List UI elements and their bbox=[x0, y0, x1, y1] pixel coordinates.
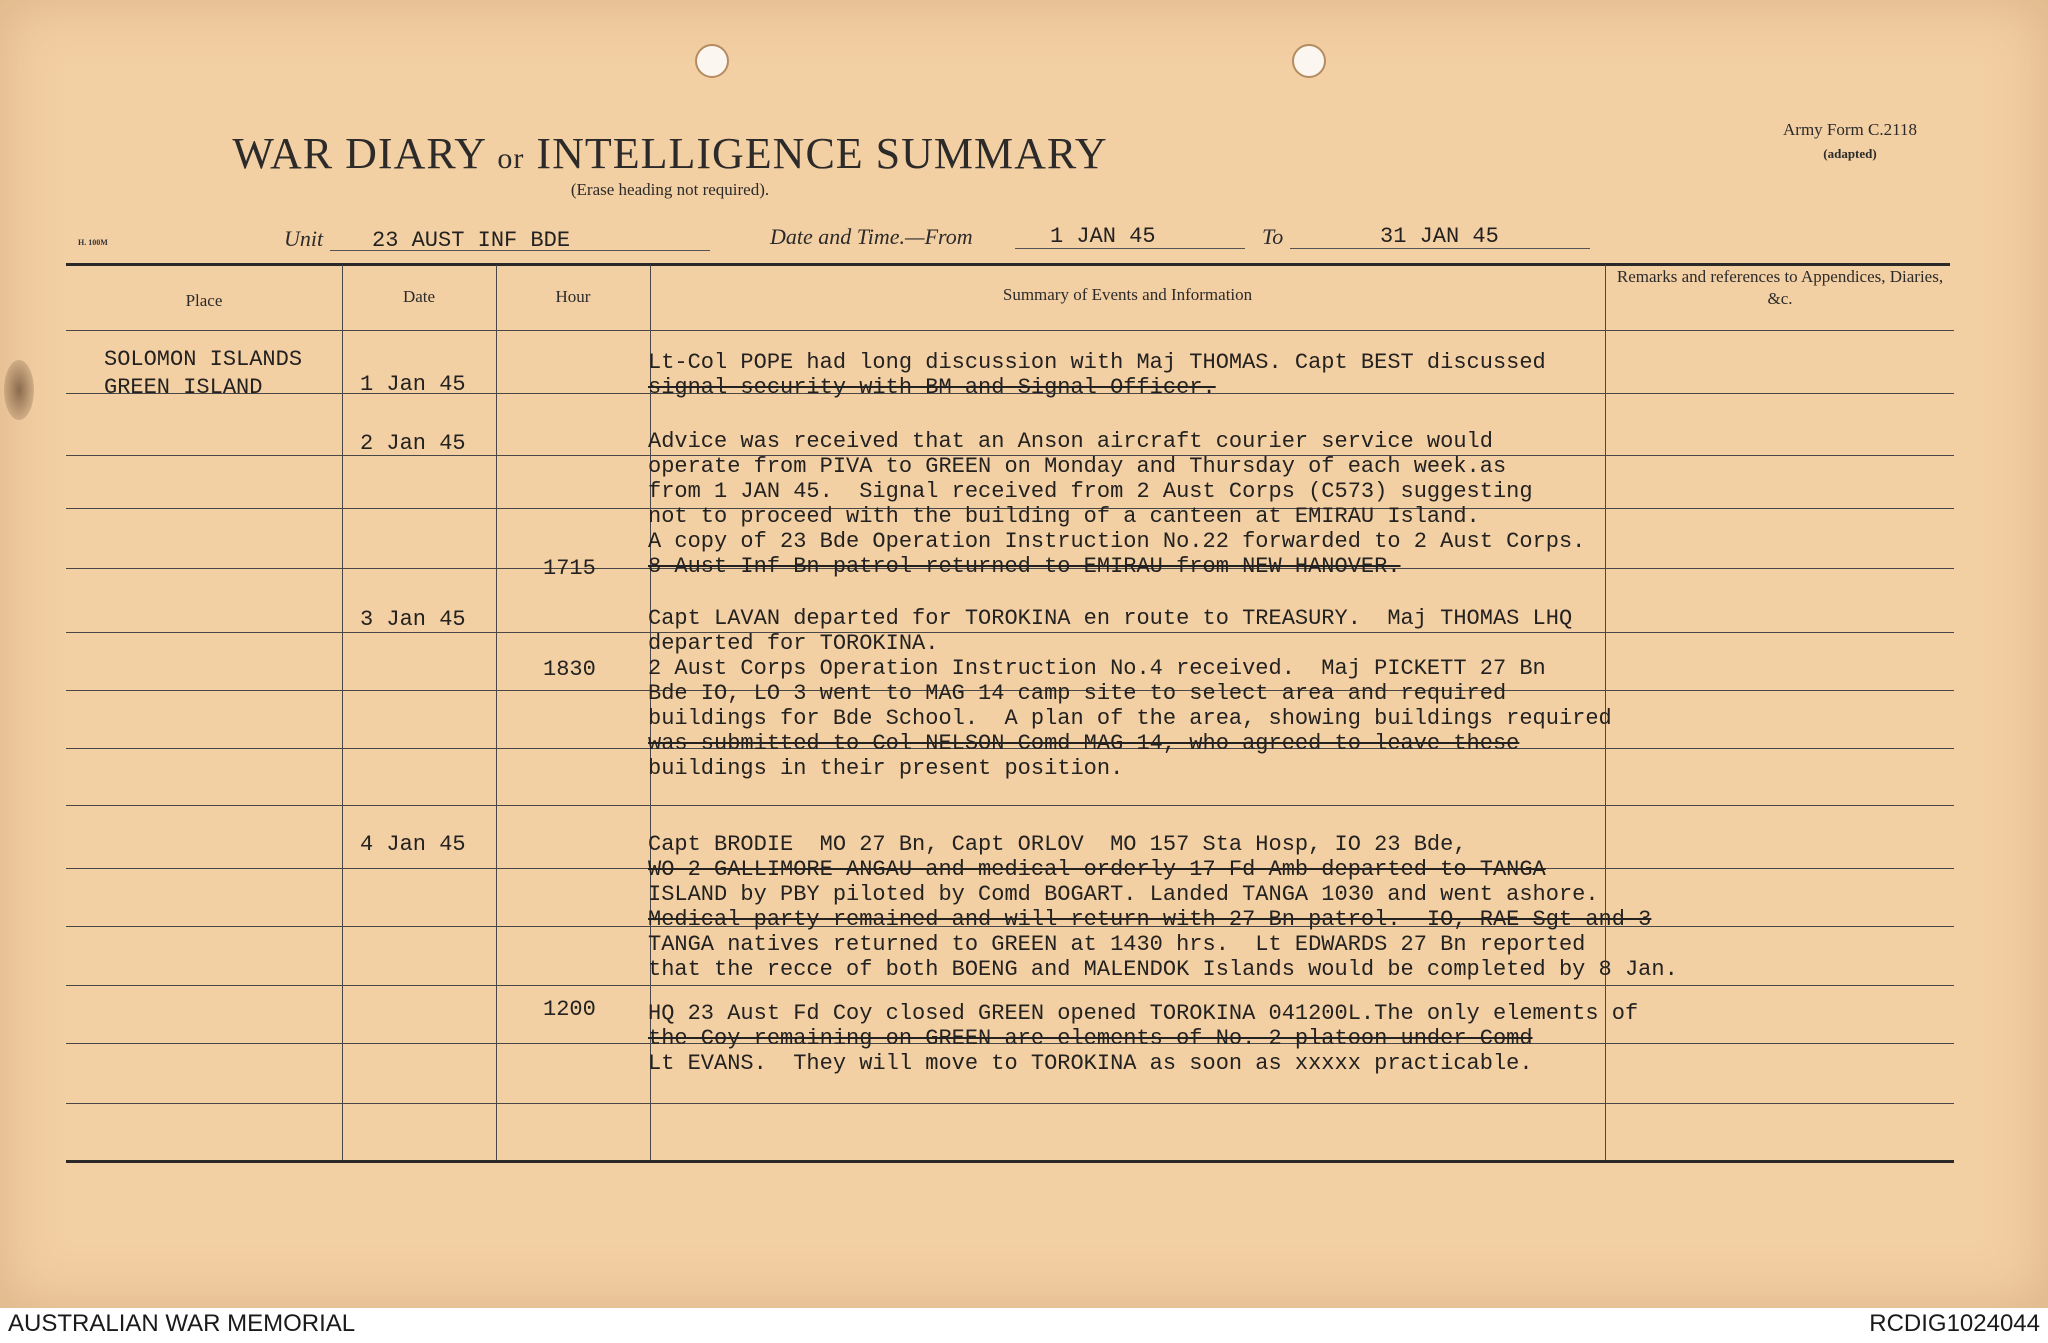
date-cell: 1 Jan 45 bbox=[360, 372, 466, 397]
entry-line: Advice was received that an Anson aircraft courier service would bbox=[648, 429, 1493, 454]
date-to-label: To bbox=[1262, 224, 1284, 249]
paper-stain bbox=[4, 360, 34, 420]
entry-line: HQ 23 Aust Fd Coy closed GREEN opened TOROKINA 041200L.The only elements of bbox=[648, 1001, 1639, 1026]
punch-hole-left bbox=[695, 44, 729, 78]
table-rule bbox=[66, 1103, 1954, 1104]
entry-line: was submitted to Col NELSON Comd MAG 14, who agreed to leave these bbox=[648, 731, 1520, 756]
table-rule bbox=[66, 985, 1954, 986]
column-header-place: Place bbox=[185, 291, 223, 310]
entry-line: 8 Aust Inf Bn patrol returned to EMIRAU from NEW HANOVER. bbox=[648, 554, 1401, 579]
footer-credit: AUSTRALIAN WAR MEMORIAL bbox=[8, 1310, 356, 1337]
entry-line: buildings in their present position. bbox=[648, 756, 1124, 781]
hour-cell: 1715 bbox=[543, 556, 596, 581]
date-cell: 4 Jan 45 bbox=[360, 832, 466, 857]
table-rule bbox=[66, 632, 1954, 633]
entry-line: Capt BRODIE MO 27 Bn, Capt ORLOV MO 157 Sta Hosp, IO 23 Bde, bbox=[648, 832, 1467, 857]
entry-line: from 1 JAN 45. Signal received from 2 Aust Corps (C573) suggesting bbox=[648, 479, 1533, 504]
title-or: or bbox=[497, 142, 525, 175]
entry-line: the Coy remaining on GREEN are elements of No. 2 platoon under Comd bbox=[648, 1026, 1533, 1051]
entry-line: departed for TOROKINA. bbox=[648, 631, 939, 656]
entry-line: not to proceed with the building of a canteen at EMIRAU Island. bbox=[648, 504, 1480, 529]
column-header-summary: Summary of Events and Information bbox=[1002, 285, 1253, 304]
army-form-note: (adapted) bbox=[1823, 146, 1877, 161]
form-code: H. 100M bbox=[78, 238, 108, 247]
column-header-remarks: Remarks and references to Appendices, Diaries, &c. bbox=[1616, 267, 1944, 308]
date-cell: 3 Jan 45 bbox=[360, 607, 466, 632]
punch-hole-right bbox=[1292, 44, 1326, 78]
entry-line: Lt EVANS. They will move to TOROKINA as soon as xxxxx practicable. bbox=[648, 1051, 1533, 1076]
place-line: SOLOMON ISLANDS bbox=[104, 347, 303, 372]
entry-line: Capt LAVAN departed for TOROKINA en route to TREASURY. Maj THOMAS LHQ bbox=[648, 606, 1573, 631]
entry-line: buildings for Bde School. A plan of the area, showing buildings required bbox=[648, 706, 1612, 731]
unit-value: 23 AUST INF BDE bbox=[372, 228, 571, 253]
table-bottom-rule bbox=[66, 1160, 1954, 1163]
title-war-diary: WAR DIARY bbox=[232, 129, 486, 178]
column-header-date: Date bbox=[402, 287, 436, 306]
hour-cell: 1830 bbox=[543, 657, 596, 682]
army-form-label bbox=[1755, 118, 1945, 166]
table-rule bbox=[66, 805, 1954, 806]
date-cell: 2 Jan 45 bbox=[360, 431, 466, 456]
column-divider-date bbox=[496, 265, 497, 1160]
army-form-number: Army Form C.2118 bbox=[1783, 120, 1917, 139]
entry-line: A copy of 23 Bde Operation Instruction No.22 forwarded to 2 Aust Corps. bbox=[648, 529, 1586, 554]
date-from-label: Date and Time.—From bbox=[770, 224, 973, 249]
entry-line: TANGA natives returned to GREEN at 1430 hrs. Lt EDWARDS 27 Bn reported bbox=[648, 932, 1586, 957]
entry-line: Medical party remained and will return with 27 Bn patrol. IO, RAE Sgt and 3 bbox=[648, 907, 1652, 932]
entry-line: operate from PIVA to GREEN on Monday and Thursday of each week.as bbox=[648, 454, 1507, 479]
title-intelligence-summary: INTELLIGENCE SUMMARY bbox=[536, 129, 1108, 178]
place-line: GREEN ISLAND bbox=[104, 375, 263, 400]
subtitle: (Erase heading not required). bbox=[570, 180, 770, 199]
entry-line: 2 Aust Corps Operation Instruction No.4 received. Maj PICKETT 27 Bn bbox=[648, 656, 1546, 681]
entry-line: signal security with BM and Signal Officer. bbox=[648, 375, 1216, 400]
column-header-hour: Hour bbox=[555, 287, 591, 306]
entry-line: ISLAND by PBY piloted by Comd BOGART. Landed TANGA 1030 and went ashore. bbox=[648, 882, 1599, 907]
page-title bbox=[0, 128, 1340, 179]
entry-line: Bde IO, LO 3 went to MAG 14 camp site to select area and required bbox=[648, 681, 1507, 706]
footer-reference: RCDIG1024044 bbox=[1869, 1310, 2040, 1337]
date-to-value: 31 JAN 45 bbox=[1380, 224, 1499, 249]
entry-line: that the recce of both BOENG and MALENDOK Islands would be completed by 8 Jan. bbox=[648, 957, 1678, 982]
entry-line: Lt-Col POPE had long discussion with Maj THOMAS. Capt BEST discussed bbox=[648, 350, 1546, 375]
unit-label: Unit bbox=[284, 226, 324, 251]
date-from-value: 1 JAN 45 bbox=[1050, 224, 1156, 249]
table-header-rule bbox=[66, 330, 1954, 331]
column-divider-place bbox=[342, 265, 343, 1160]
hour-cell: 1200 bbox=[543, 997, 596, 1022]
entry-line: WO 2 GALLIMORE ANGAU and medical orderly 17 Fd Amb departed to TANGA bbox=[648, 857, 1546, 882]
